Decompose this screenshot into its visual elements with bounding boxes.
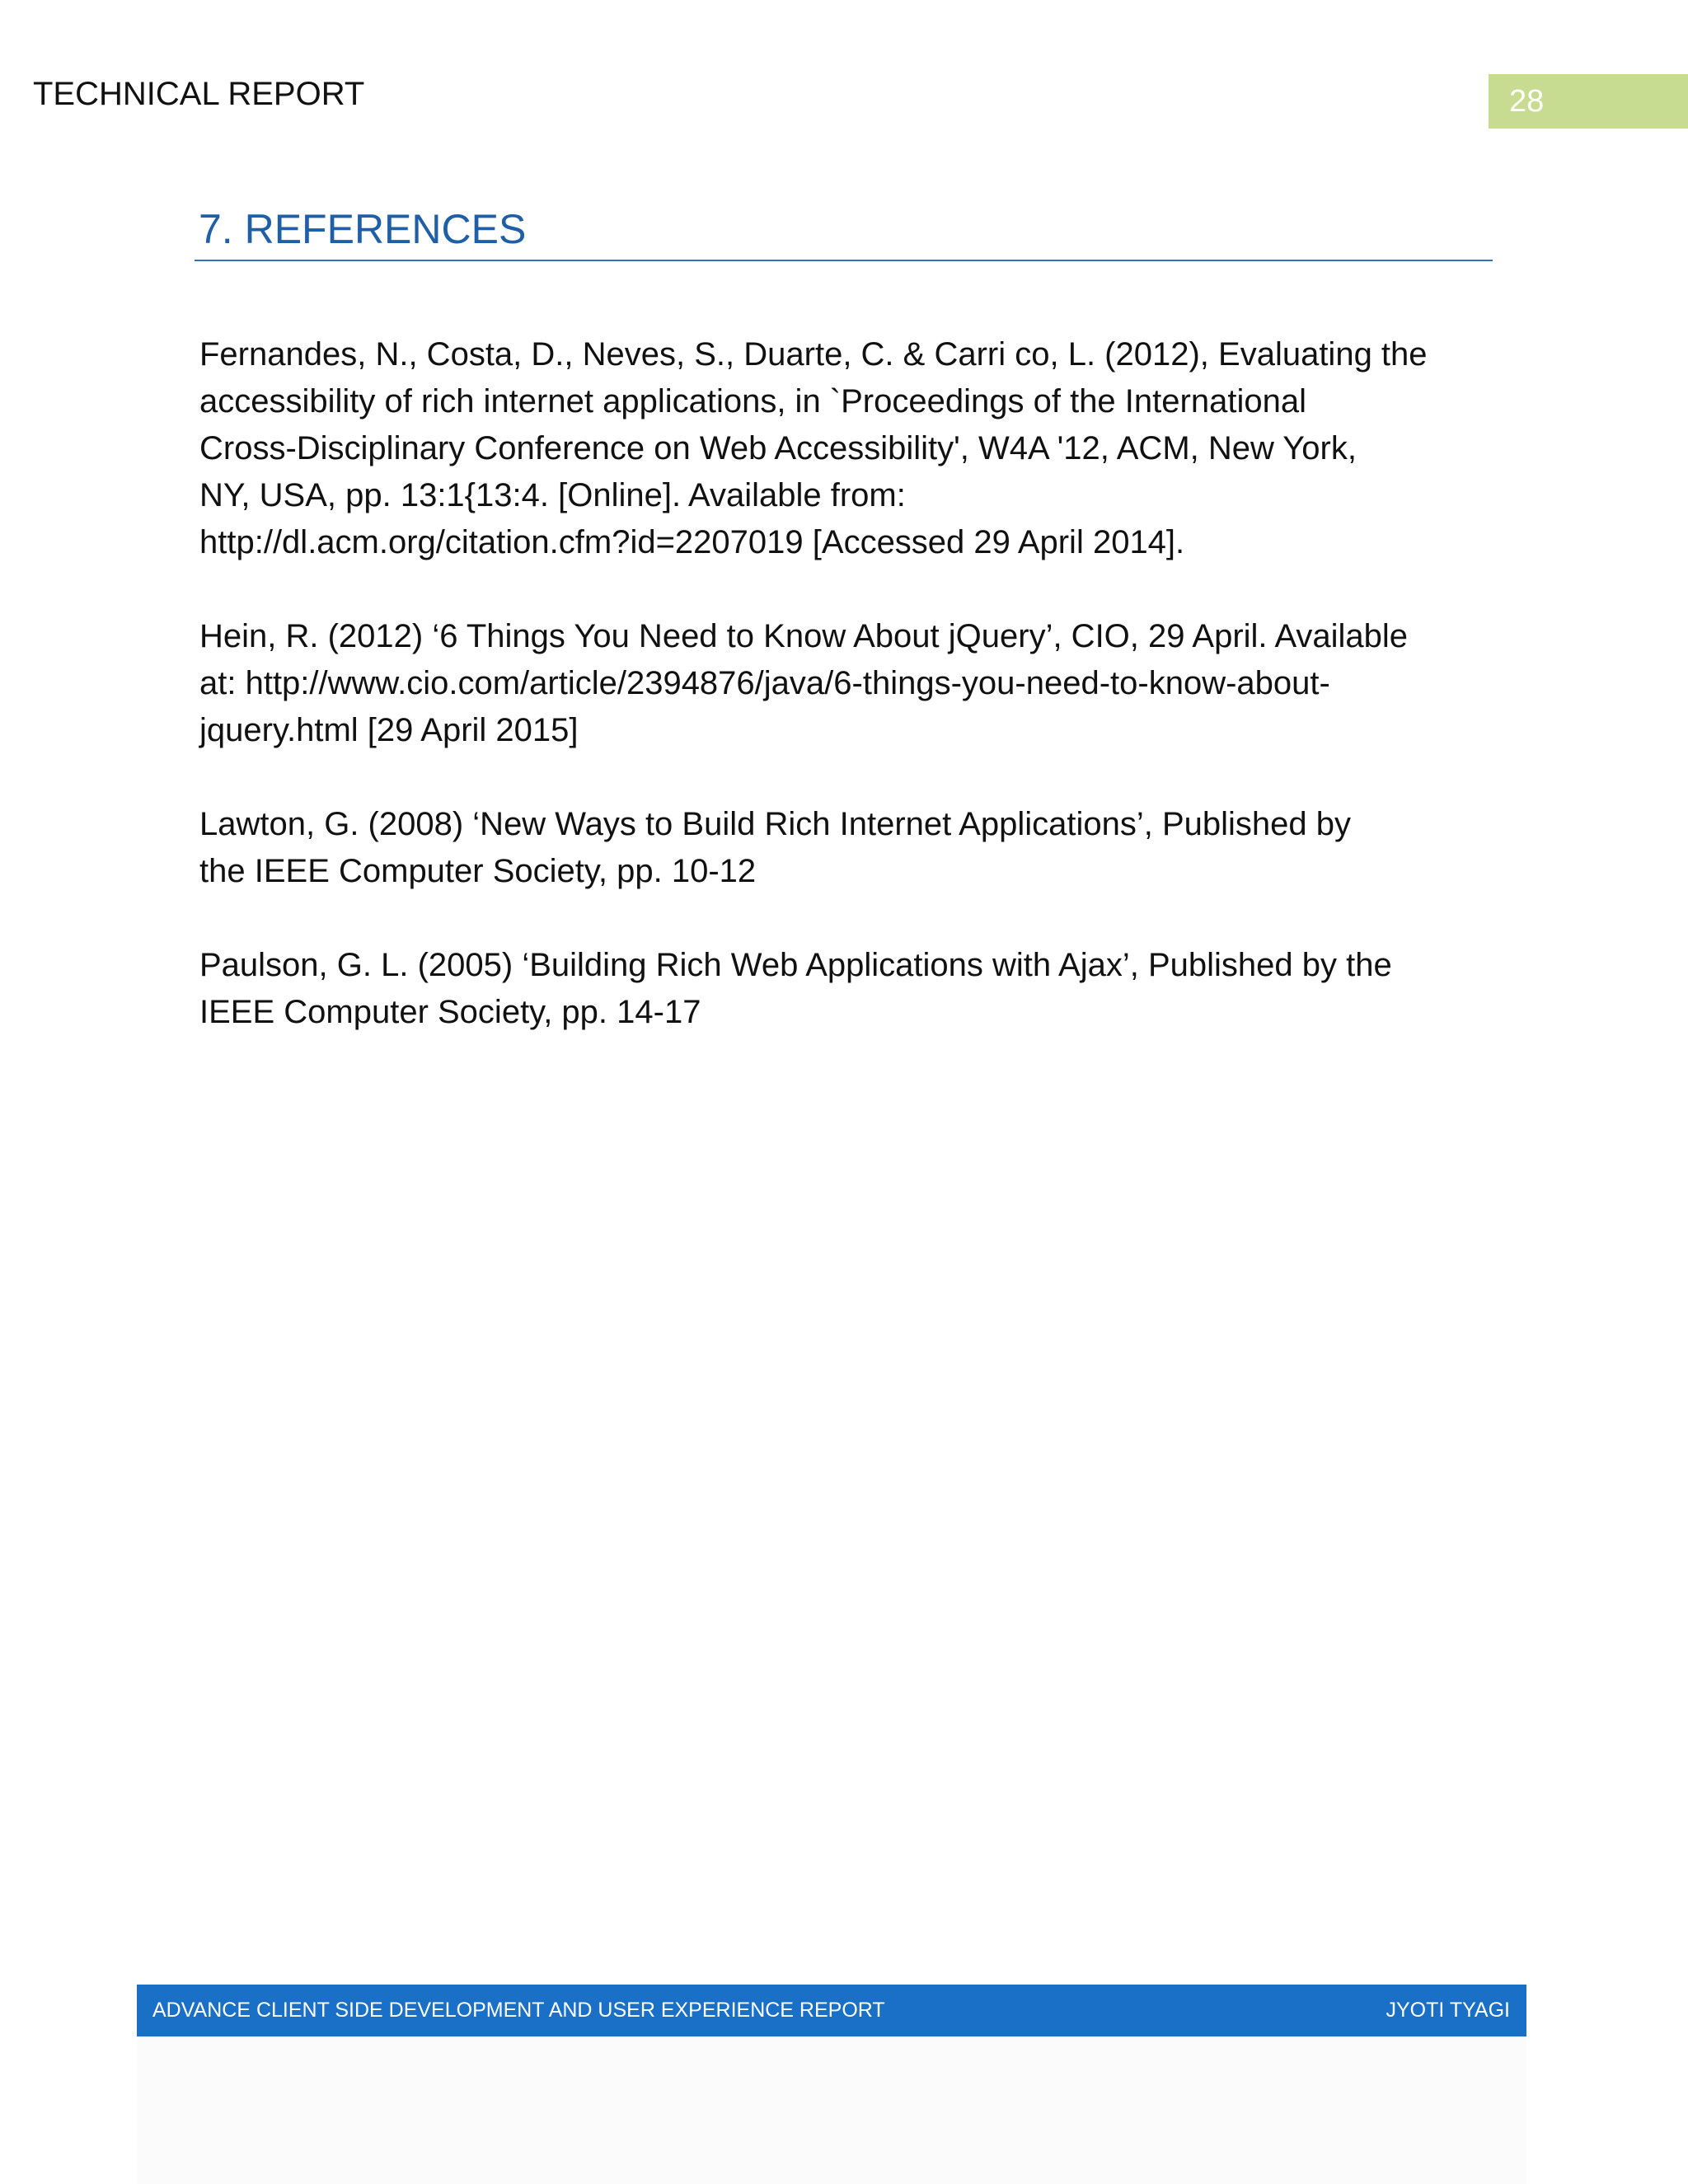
heading-underline (195, 260, 1493, 261)
reference-entry: Fernandes, N., Costa, D., Neves, S., Duarte, C. & Carri co, L. (2012), Evaluating the accessibility of rich internet applications, in `Proceedings of the International Cross-Disciplinary Conference on Web Accessibility', W4A '12, ACM, New York, NY, USA, pp. 13:1{13:4. [Online]. Available from: http://dl.acm.org/citation.cfm?id=2207019 [Accessed 29 April 2014]. (199, 336, 1428, 560)
reference-entry: Lawton, G. (2008) ‘New Ways to Build Rich Internet Applications’, Published by the IEEE Computer Society, pp. 10-12 (199, 806, 1351, 889)
footer-bar (137, 1985, 1526, 2036)
footer-shadow (137, 2036, 1526, 2184)
footer-report-title: ADVANCE CLIENT SIDE DEVELOPMENT AND USER EXPERIENCE REPORT (152, 1999, 885, 2022)
page-number-badge: 28 (1489, 74, 1688, 129)
reference-entry: Hein, R. (2012) ‘6 Things You Need to Know About jQuery’, CIO, 29 April. Available at: http://www.cio.com/article/2394876/java/6-things-you-need-to-know-about- jquery.html [29 April 2015] (199, 618, 1409, 748)
references-list (199, 331, 1518, 1083)
header-title: TECHNICAL REPORT (33, 76, 365, 112)
footer-author: JYOTI TYAGI (1386, 1999, 1510, 2022)
reference-entry: Paulson, G. L. (2005) ‘Building Rich Web Applications with Ajax’, Published by the IEEE Computer Society, pp. 14-17 (199, 947, 1392, 1030)
references-heading: 7. REFERENCES (199, 206, 527, 252)
